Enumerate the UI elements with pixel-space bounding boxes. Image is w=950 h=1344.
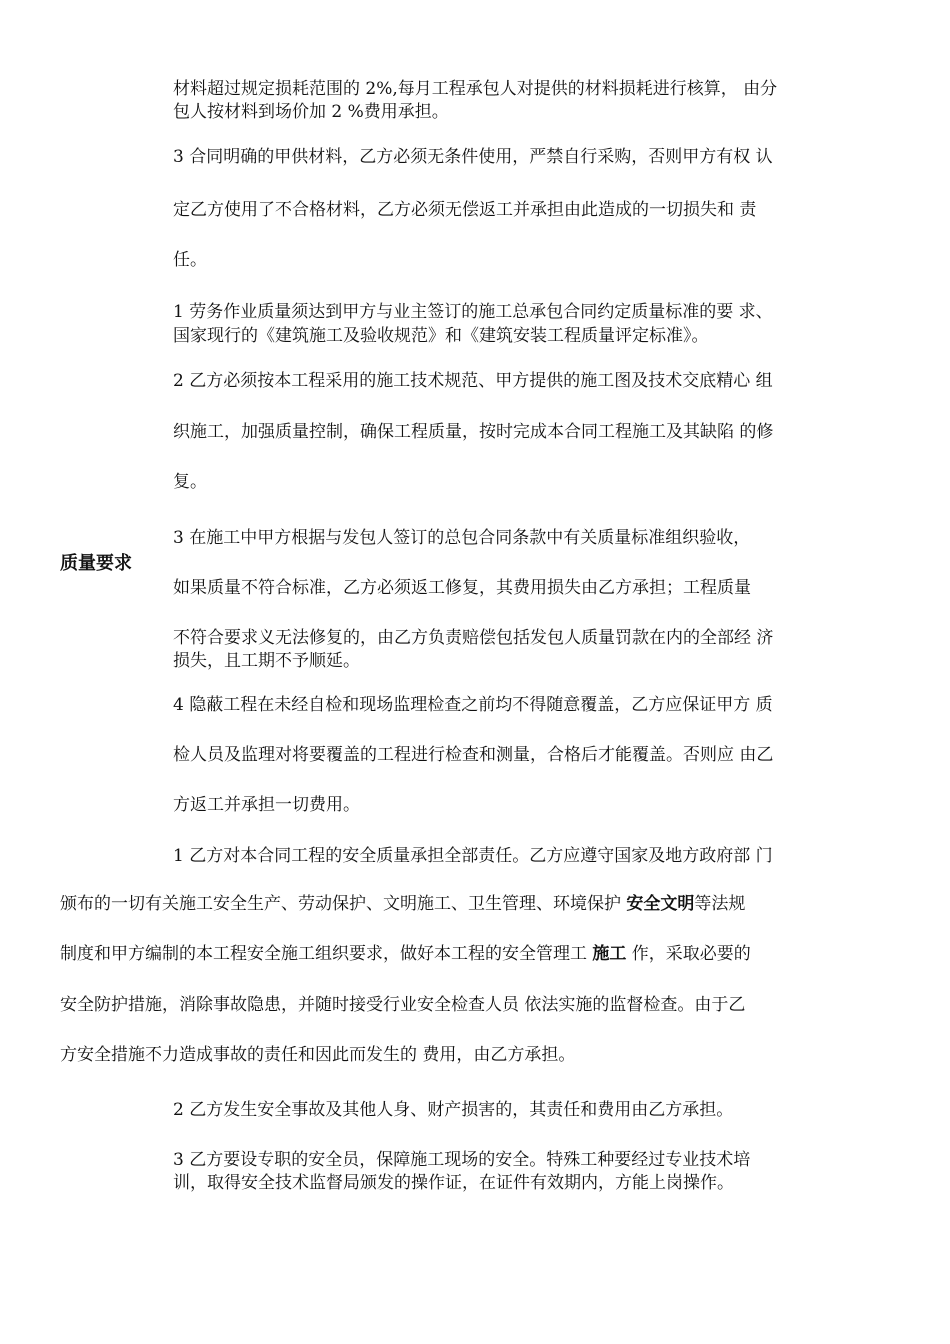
text-line: 方安全措施不力造成事故的责任和因此而发生的 费用，由乙方承担。 xyxy=(60,1045,576,1065)
text-line: 损失，且工期不予顺延。 xyxy=(173,651,360,671)
text-line: 3 合同明确的甲供材料，乙方必须无条件使用，严禁自行采购，否则甲方有权 认 xyxy=(173,147,773,167)
text-line: 复。 xyxy=(173,472,207,492)
text-line: 不符合要求义无法修复的，由乙方负责赔偿包括发包人质量罚款在内的全部经 济 xyxy=(173,628,774,648)
text-line: 2 乙方必须按本工程采用的施工技术规范、甲方提供的施工图及技术交底精心 组 xyxy=(173,371,773,391)
text-segment: 颁布的一切有关施工安全生产、劳动保护、文明施工、卫生管理、环境保护 xyxy=(60,894,627,914)
text-line: 包人按材料到场价加 2 %费用承担。 xyxy=(173,102,449,122)
text-line: 任。 xyxy=(173,250,207,270)
text-segment: 制度和甲方编制的本工程安全施工组织要求，做好本工程的安全管理工 xyxy=(60,944,593,964)
text-line: 定乙方使用了不合格材料，乙方必须无偿返工并承担由此造成的一切损失和 责 xyxy=(173,200,757,220)
text-line: 4 隐蔽工程在未经自检和现场监理检查之前均不得随意覆盖，乙方应保证甲方 质 xyxy=(173,695,773,715)
text-line: 1 劳务作业质量须达到甲方与业主签订的施工总承包合同约定质量标准的要 求、 xyxy=(173,302,773,322)
text-line: 3 乙方要设专职的安全员，保障施工现场的安全。特殊工种要经过专业技术培 xyxy=(173,1150,751,1170)
text-segment: 等法规 xyxy=(694,894,746,914)
text-line: 3 在施工中甲方根据与发包人签订的总包合同条款中有关质量标准组织验收， xyxy=(173,528,751,548)
bold-label-construction: 施工 xyxy=(592,944,627,964)
text-line: 方返工并承担一切费用。 xyxy=(173,795,360,815)
text-line: 训，取得安全技术监督局颁发的操作证，在证件有效期内，方能上岗操作。 xyxy=(173,1173,734,1193)
text-segment: 作，采取必要的 xyxy=(626,944,751,964)
text-line: 材料超过规定损耗范围的 2%,每月工程承包人对提供的材料损耗进行核算， 由分 xyxy=(173,79,778,99)
section-label-quality: 质量要求 xyxy=(60,553,132,574)
text-line: 国家现行的《建筑施工及验收规范》和《建筑安装工程质量评定标准》。 xyxy=(173,326,709,346)
text-line xyxy=(60,943,751,965)
bold-label-safety: 安全文明 xyxy=(626,894,695,914)
text-line: 织施工，加强质量控制，确保工程质量，按时完成本合同工程施工及其缺陷 的修 xyxy=(173,422,774,442)
text-line: 安全防护措施，消除事故隐患，并随时接受行业安全检查人员 依法实施的监督检查。由于乙 xyxy=(60,995,746,1015)
text-line: 1 乙方对本合同工程的安全质量承担全部责任。乙方应遵守国家及地方政府部 门 xyxy=(173,846,773,866)
text-line: 如果质量不符合标准，乙方必须返工修复，其费用损失由乙方承担；工程质量 xyxy=(173,578,751,598)
text-line xyxy=(60,893,745,915)
text-line: 检人员及监理对将要覆盖的工程进行检查和测量，合格后才能覆盖。否则应 由乙 xyxy=(173,745,774,765)
text-line: 2 乙方发生安全事故及其他人身、财产损害的，其责任和费用由乙方承担。 xyxy=(173,1100,734,1120)
